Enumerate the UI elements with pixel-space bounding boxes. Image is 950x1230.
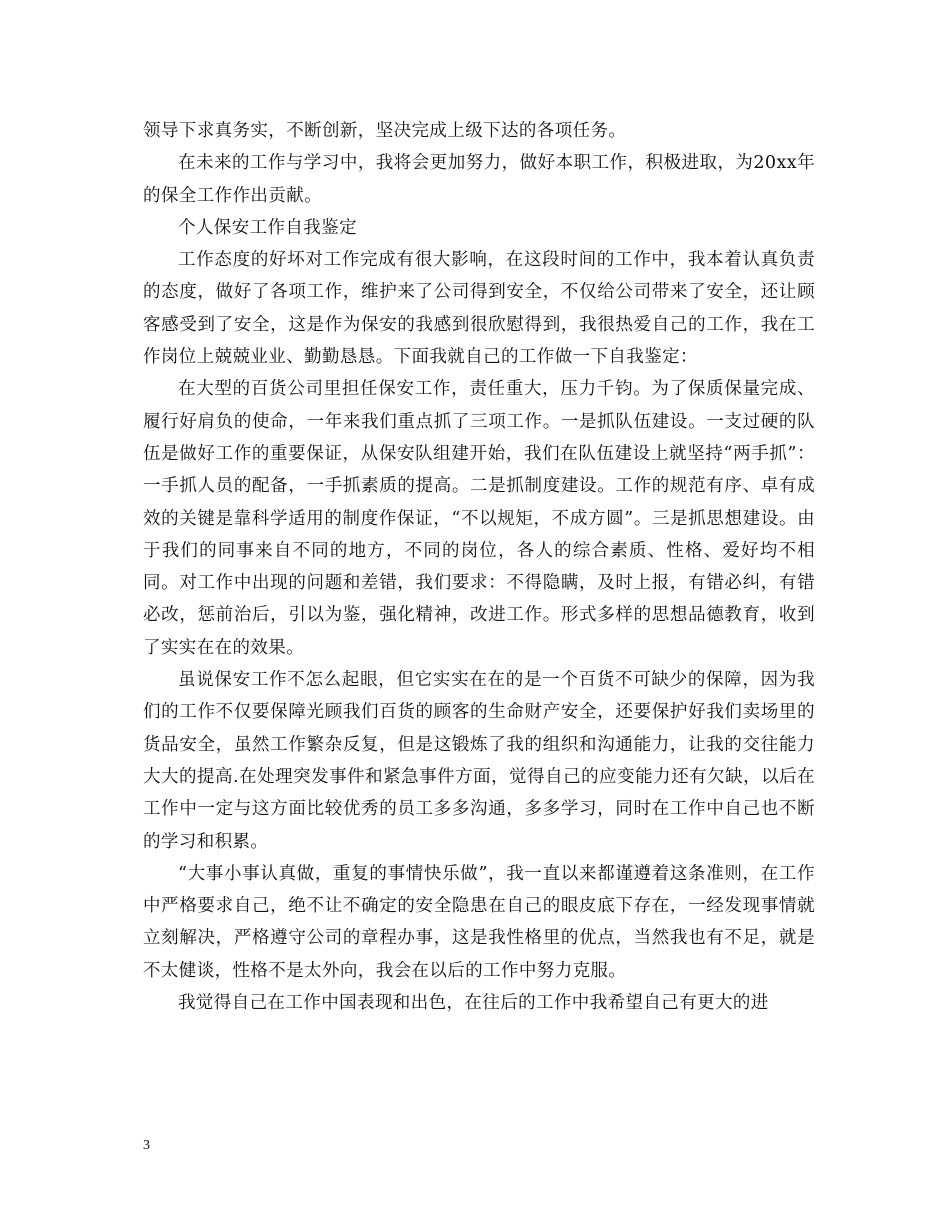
document-body xyxy=(143,115,815,1019)
paragraph-principle: “大事小事认真做，重复的事情快乐做”，我一直以来都谨遵着这条准则，在工作中严格要求自己，绝不让不确定的安全隐患在自己的眼皮底下存在，一经发现事情就立刻解决，严格遵守公司的章程办事，这是我性格里的优点，当然我也有不足，就是不太健谈，性格不是太外向，我会在以后的工作中努力克服。 xyxy=(143,863,815,981)
paragraph-self-assessment: 我觉得自己在工作中国表现和出色，在往后的工作中我希望自己有更大的进 xyxy=(178,993,769,1014)
paragraph-three-tasks: 在大型的百货公司里担任保安工作，责任重大，压力千钧。为了保质保量完成、履行好肩负的使命，一年来我们重点抓了三项工作。一是抓队伍建设。一支过硬的队伍是做好工作的重要保证，从保安队组建开始，我们在队伍建设上就坚持“两手抓”：一手抓人员的配备，一手抓素质的提高。二是抓制度建设。工作的规范有序、卓有成效的关键是靠科学适用的制度作保证，“不以规矩，不成方圆”。三是抓思想建设。由于我们的同事来自不同的地方，不同的岗位，各人的综合素质、性格、爱好均不相同。对工作中出现的问题和差错，我们要求：不得隐瞒，及时上报，有错必纠，有错必改，惩前治后，引以为鉴，强化精神，改进工作。形式多样的思想品德教育，收到了实实在在的效果。 xyxy=(143,379,815,658)
paragraph-future-work: 在未来的工作与学习中，我将会更加努力，做好本职工作，积极进取，为20xx年的保全工作作出贡献。 xyxy=(143,153,815,206)
paragraph-continuation: 领导下求真务实，不断创新，坚决完成上级下达的各项任务。 xyxy=(143,121,627,141)
section-heading: 个人保安工作自我鉴定 xyxy=(178,217,357,238)
paragraph-work-attitude: 工作态度的好坏对工作完成有很大影响，在这段时间的工作中，我本着认真负责的态度，做好了各项工作，维护来了公司得到安全，不仅给公司带来了安全，还让顾客感受到了安全，这是作为保安的我感到很欣慰得到，我很热爱自己的工作，我在工作岗位上兢兢业业、勤勤恳恳。下面我就自己的工作做一下自我鉴定： xyxy=(143,250,815,368)
page-number: 3 xyxy=(143,1138,150,1153)
paragraph-security-importance: 虽说保安工作不怎么起眼，但它实实在在的是一个百货不可缺少的保障，因为我们的工作不仅要保障光顾我们百货的顾客的生命财产安全，还要保护好我们卖场里的货品安全，虽然工作繁杂反复，但是这锻炼了我的组织和沟通能力，让我的交往能力大大的提高.在处理突发事件和紧急事件方面，觉得自己的应变能力还有欠缺，以后在工作中一定与这方面比较优秀的员工多多沟通，多多学习，同时在工作中自己也不断的学习和积累。 xyxy=(143,670,815,852)
